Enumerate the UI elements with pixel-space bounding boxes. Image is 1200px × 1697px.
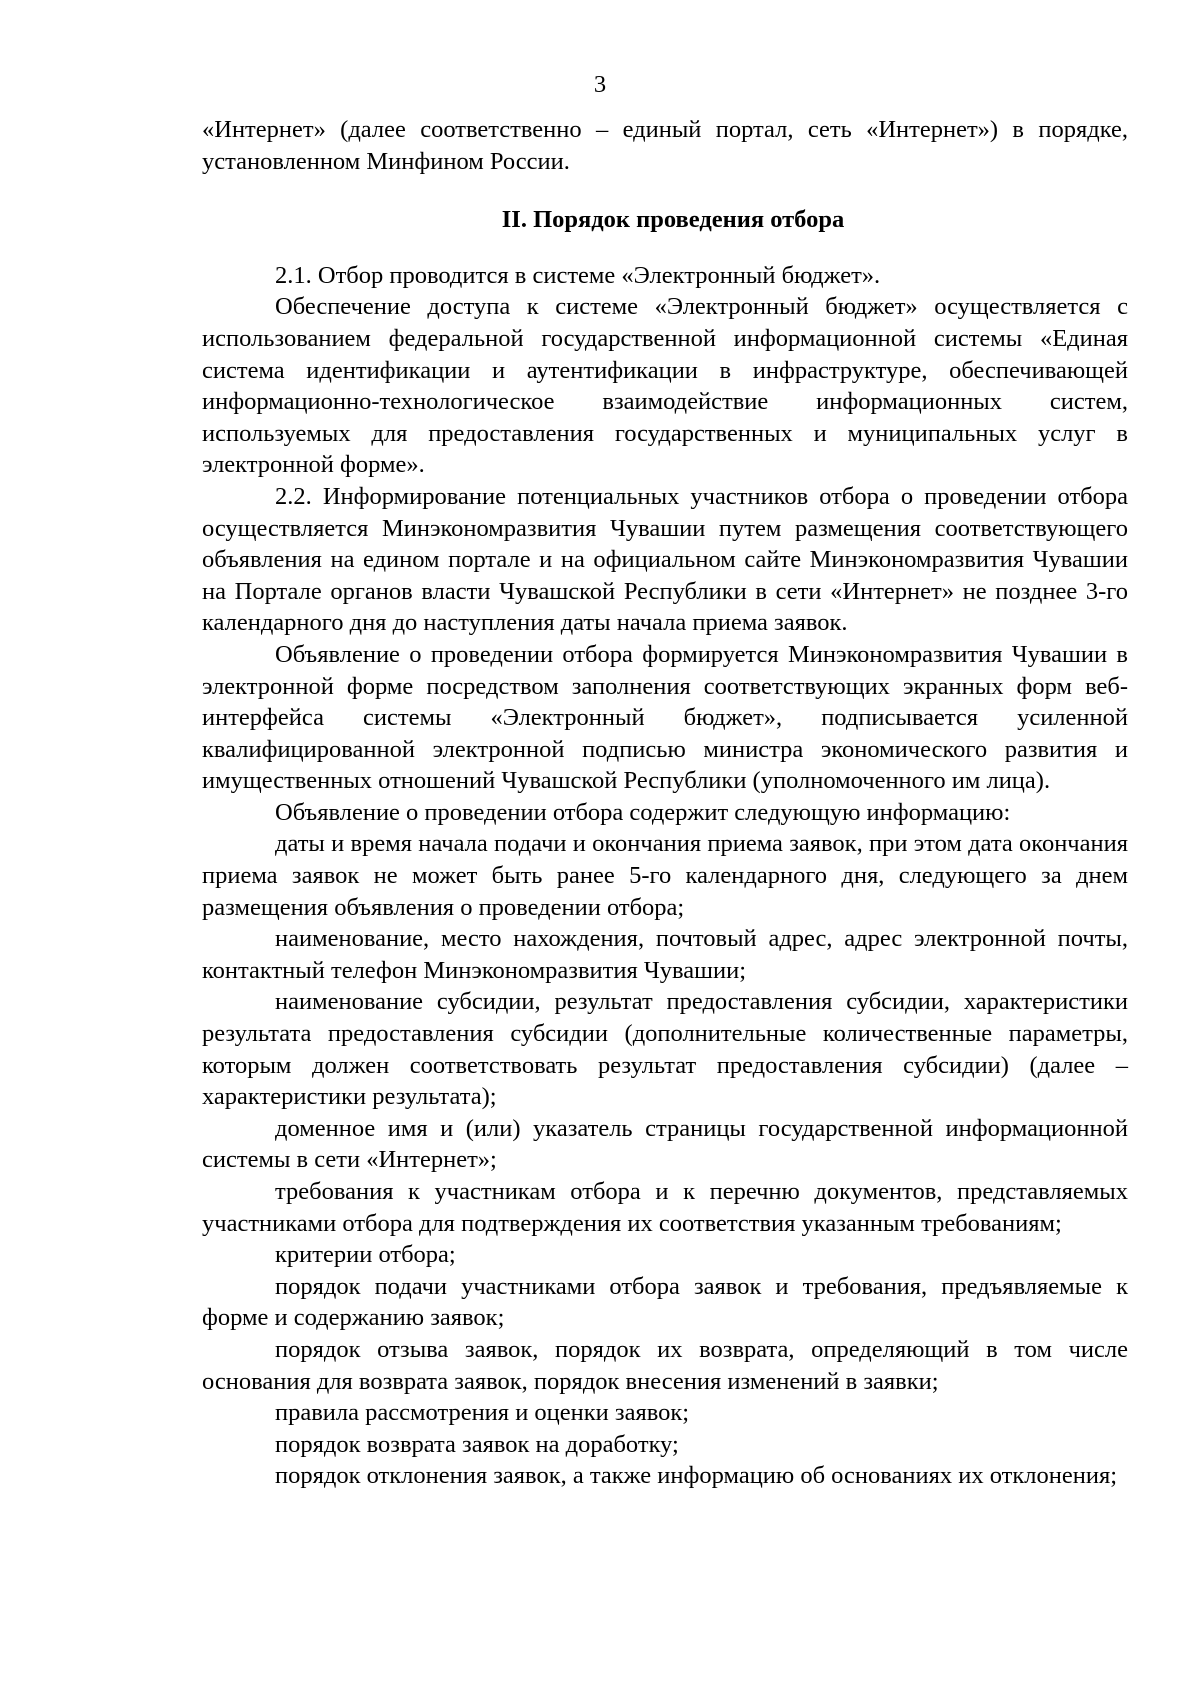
paragraph-access: Обеспечение доступа к системе «Электронный бюджет» осуществляется с использованием федеральной государственной информационной системы «Единая система идентификации и аутентификации в инфраструктуре, обеспечивающей информационно-технологическое взаимодействие информационных систем, используемых для предоставления государственных и муниципальных услуг в электронной форме». [202, 293, 1128, 479]
list-item-dates: даты и время начала подачи и окончания приема заявок, при этом дата окончания приема заявок не может быть ранее 5-го календарного дня, следующего за днем размещения объявления о проведении отбора; [202, 830, 1128, 921]
list-item-submission-procedure: порядок подачи участниками отбора заявок и требования, предъявляемые к форме и содержанию заявок; [202, 1272, 1128, 1332]
list-item-review-rules: правила рассмотрения и оценки заявок; [275, 1399, 690, 1427]
list-item-contacts: наименование, место нахождения, почтовый адрес, адрес электронной почты, контактный телефон Минэкономразвития Чувашии; [202, 925, 1128, 984]
list-item-domain-name: доменное имя и (или) указатель страницы государственной информационной системы в сети «Интернет»; [202, 1114, 1128, 1174]
document-body [202, 114, 1128, 1492]
list-item-withdrawal-procedure: порядок отзыва заявок, порядок их возврата, определяющий в том числе основания для возврата заявок, порядок внесения изменений в заявки; [202, 1335, 1128, 1395]
paragraph-announcement-contents: Объявление о проведении отбора содержит следующую информацию: [275, 798, 1011, 826]
list-item-participant-requirements: требования к участникам отбора и к перечню документов, представляемых участниками отбора для подтверждения их соответствия указанным требованиям; [202, 1178, 1128, 1237]
paragraph-announcement-formation: Объявление о проведении отбора формируется Минэкономразвития Чувашии в электронной форме посредством заполнения соответствующих экранных форм веб-интерфейса системы «Электронный бюджет», подписывается усиленной квалифицированной электронной подписью министра экономического развития и имущественных отношений Чувашской Республики (уполномоченного им лица). [202, 640, 1128, 795]
page-number: 3 [593, 71, 607, 98]
list-item-rejection-procedure: порядок отклонения заявок, а также информацию об основаниях их отклонения; [275, 1462, 1118, 1490]
section-title: II. Порядок проведения отбора [501, 206, 845, 234]
list-item-return-for-revision: порядок возврата заявок на доработку; [275, 1430, 679, 1458]
list-item-subsidy-result: наименование субсидии, результат предоставления субсидии, характеристики результата предоставления субсидии (дополнительные количественные параметры, которым должен соответствовать результат предоставления субсидии) (далее – характеристики результата); [202, 988, 1128, 1111]
paragraph-2-2: 2.2. Информирование потенциальных участников отбора о проведении отбора осуществляется Минэкономразвития Чувашии путем размещения соответствующего объявления на едином портале и на официальном сайте Минэкономразвития Чувашии на Портале органов власти Чувашской Республики в сети «Интернет» не позднее 3-го календарного дня до наступления даты начала приема заявок. [202, 482, 1128, 637]
intro-paragraph: «Интернет» (далее соответственно – единый портал, сеть «Интернет») в порядке, установленном Минфином России. [202, 116, 1128, 175]
paragraph-2-1: 2.1. Отбор проводится в системе «Электронный бюджет». [275, 261, 881, 289]
list-item-selection-criteria: критерии отбора; [275, 1241, 456, 1269]
